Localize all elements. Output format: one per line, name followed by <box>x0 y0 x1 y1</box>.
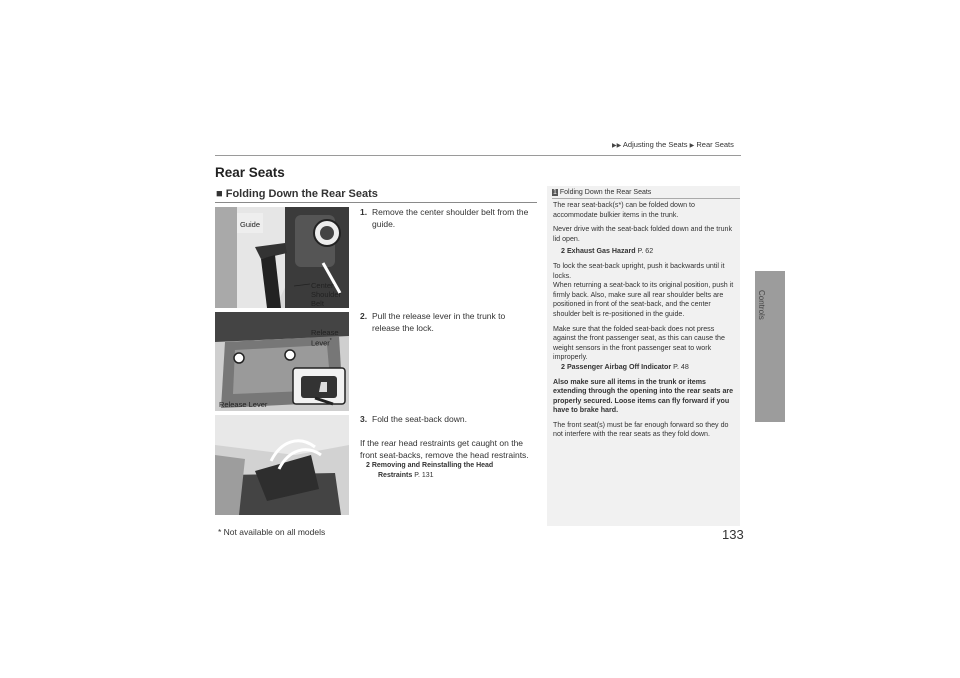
page-title: Rear Seats <box>215 165 285 180</box>
note-warning-paragraph: Also make sure all items in the trunk or items extending through the opening into the rear seats are properly secured. Loose items can fly forward if you have to brake hard. <box>553 377 734 415</box>
head-restraint-reference[interactable]: 2 Removing and Reinstalling the Head Restraints P. 131 <box>366 462 494 479</box>
step-3-number: 3. <box>360 414 368 424</box>
footnote: * Not available on all models <box>218 527 326 537</box>
step-1-number: 1. <box>360 207 368 217</box>
note-paragraph: Make sure that the folded seat-back does not press against the front passenger seat, as this can cause the weight sensors in the front passenger seat to work improperly. <box>553 324 725 362</box>
seat-fold-illustration <box>215 415 349 515</box>
release-lever-top-label: Release Lever* <box>311 328 339 348</box>
reference-icon: 2 <box>561 247 565 256</box>
note-paragraph: Never drive with the seat-back folded down and the trunk lid open. <box>553 225 733 243</box>
belt-callout-line <box>294 278 324 298</box>
figure-seat-back-folded <box>215 415 349 515</box>
step-2-number: 2. <box>360 311 368 321</box>
breadcrumb <box>612 140 734 149</box>
trunk-illustration <box>215 312 349 411</box>
reference-icon: 2 <box>561 362 565 371</box>
reference-icon: 2 <box>366 462 370 469</box>
breadcrumb-arrow-icon: ▶ <box>689 143 695 149</box>
guide-label: Guide <box>240 220 261 229</box>
note-panel-title: Folding Down the Rear Seats <box>559 189 652 196</box>
breadcrumb-item-adjusting-seats[interactable]: Adjusting the Seats <box>622 140 688 149</box>
passenger-airbag-reference[interactable]: 2 Passenger Airbag Off Indicator P. 48 <box>561 362 689 371</box>
page-number: 133 <box>722 527 744 542</box>
breadcrumb-arrow-icon: ▶▶ <box>612 143 622 149</box>
asterisk-marker: * <box>329 338 332 344</box>
note-paragraph: When returning a seat-back to its original position, push it firmly back. Also, make sure all rear shoulder belts are positioned in front of the seat-back, and the center shoulder belt is re-positioned in the guide. <box>553 281 734 318</box>
note-panel-heading <box>552 189 651 196</box>
guide-label-box <box>237 213 263 233</box>
section-title <box>216 188 378 200</box>
header-divider <box>215 155 741 156</box>
step-1-text: Remove the center shoulder belt from the guide. <box>372 207 529 229</box>
exhaust-gas-reference[interactable]: 2 Exhaust Gas Hazard P. 62 <box>561 247 654 256</box>
breadcrumb-item-rear-seats[interactable]: Rear Seats <box>696 140 734 149</box>
release-lever-bottom-label: Release Lever <box>219 400 268 409</box>
note-marker-icon: 1 <box>553 189 557 196</box>
section-title-text: Folding Down the Rear Seats <box>225 188 378 200</box>
step-1 <box>360 207 535 230</box>
note-paragraph: To lock the seat-back upright, push it backwards until it locks. <box>553 261 725 280</box>
head-restraint-note: If the rear head restraints get caught on the front seat-backs, remove the head restraints. <box>360 438 529 460</box>
note-panel-divider <box>552 198 740 199</box>
note-panel-body <box>553 201 738 445</box>
chapter-side-tab-label: Controls <box>757 290 766 320</box>
step-3 <box>360 414 535 426</box>
step-2-text: Pull the release lever in the trunk to release the lock. <box>372 311 506 333</box>
step-2 <box>360 311 535 334</box>
step-3-text: Fold the seat-back down. <box>372 414 467 424</box>
section-marker-icon: ■ <box>216 188 223 200</box>
figure-release-lever <box>215 312 349 411</box>
center-shoulder-belt-label: Center Shoulder Belt <box>311 281 342 308</box>
note-paragraph: The front seat(s) must be far enough forward so they do not interfere with the rear seats as they fold down. <box>553 420 729 439</box>
note-paragraph: The rear seat-back(s*) can be folded down to accommodate bulkier items in the trunk. <box>553 201 695 219</box>
